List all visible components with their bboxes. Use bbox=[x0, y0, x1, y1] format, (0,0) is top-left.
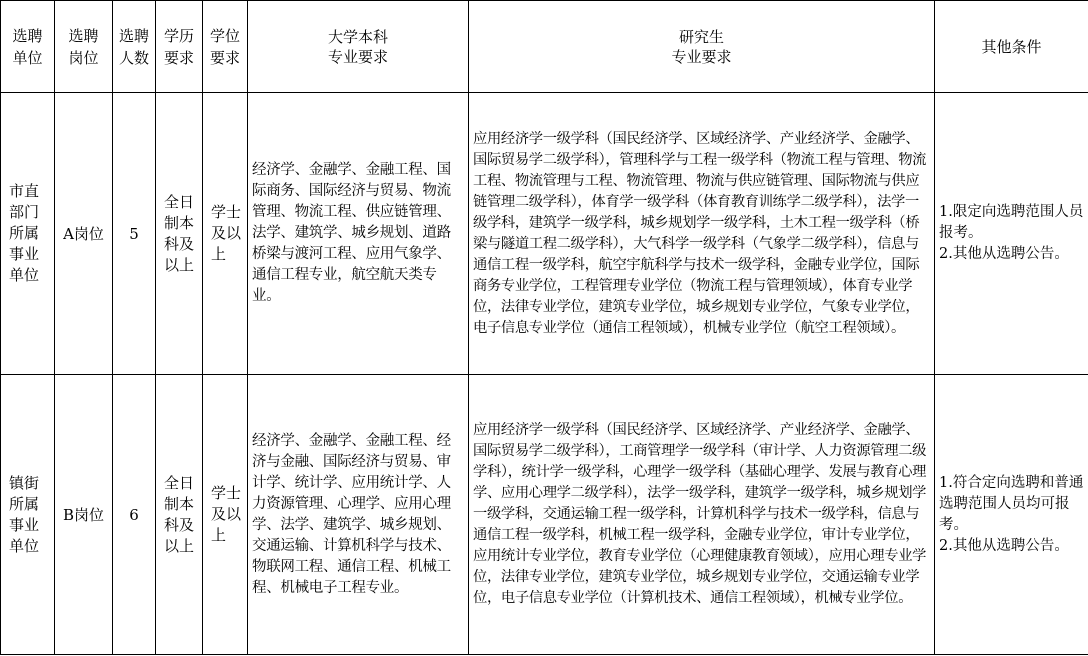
undergrad-major-cell: 经济学、金融学、金融工程、经济与金融、国际经济与贸易、审计学、统计学、应用统计学、人力资源管理、心理学、应用心理学、法学、建筑学、城乡规划、交通运输、计算机科学与技术、物联网工程、通信工程、机械工程、机械电子工程专业。 bbox=[248, 375, 469, 655]
header-grad-line2: 专业要求 bbox=[671, 47, 732, 66]
other-condition-1: 1.限定向选聘范围人员报考。 bbox=[939, 204, 1084, 241]
unit-cell: 镇街 所属 事业 单位 bbox=[1, 375, 55, 655]
position-cell: B岗位 bbox=[55, 375, 113, 655]
other-conditions-cell bbox=[935, 93, 1088, 375]
other-condition-2: 2.其他从选聘公告。 bbox=[939, 246, 1069, 262]
education-cell: 全日 制本 科及 以上 bbox=[156, 375, 203, 655]
table-row-b bbox=[1, 375, 1088, 655]
header-education: 学历 要求 bbox=[156, 1, 203, 93]
grad-major-cell: 应用经济学一级学科（国民经济学、区域经济学、产业经济学、金融学、国际贸易学二级学科），工商管理学一级学科（审计学、人力资源管理二级学科），统计学一级学科，心理学一级学科（基础心理学、发展与教育心理学、应用心理学二级学科），法学一级学科，建筑学一级学科，城乡规划学一级学科，交通运输工程一级学科，计算机科学与技术一级学科，信息与通信工程一级学科，机械工程一级学科，金融专业学位，审计专业学位，应用统计专业学位，教育专业学位（心理健康教育领域），应用心理专业学位，法律专业学位，建筑专业学位，城乡规划专业学位，交通运输专业学位，电子信息专业学位（计算机技术、通信工程领域），机械专业学位。 bbox=[469, 375, 935, 655]
header-count: 选聘 人数 bbox=[113, 1, 156, 93]
degree-cell: 学士 及以 上 bbox=[203, 93, 248, 375]
header-grad-major bbox=[469, 1, 935, 93]
header-position: 选聘 岗位 bbox=[55, 1, 113, 93]
table-row-a bbox=[1, 93, 1088, 375]
header-grad-line1: 研究生 bbox=[678, 27, 724, 46]
undergrad-major-cell: 经济学、金融学、金融工程、国际商务、国际经济与贸易、物流管理、物流工程、供应链管理、法学、建筑学、城乡规划、道路桥梁与渡河工程、应用气象学、通信工程专业，航空航天类专业。 bbox=[248, 93, 469, 375]
header-undergrad-line2: 专业要求 bbox=[327, 47, 388, 66]
header-degree: 学位 要求 bbox=[203, 1, 248, 93]
header-undergrad-line1: 大学本科 bbox=[327, 27, 388, 46]
grad-major-cell: 应用经济学一级学科（国民经济学、区域经济学、产业经济学、金融学、国际贸易学二级学科），管理科学与工程一级学科（物流工程与管理、物流工程、物流管理与工程、物流管理、物流与供应链管理、国际物流与供应链管理二级学科），体育学一级学科（体育教育训练学二级学科），法学一级学科，建筑学一级学科，城乡规划学一级学科，土木工程一级学科（桥梁与隧道工程二级学科），大气科学一级学科（气象学二级学科），信息与通信工程一级学科，航空宇航科学与技术一级学科，金融专业学位，国际商务专业学位，工程管理专业学位（物流工程与管理领域），体育专业学位，法律专业学位，建筑专业学位，城乡规划专业学位，气象专业学位，电子信息专业学位（通信工程领域），机械专业学位（航空工程领域）。 bbox=[469, 93, 935, 375]
header-row bbox=[1, 1, 1088, 93]
other-conditions-cell bbox=[935, 375, 1088, 655]
degree-cell: 学士 及以 上 bbox=[203, 375, 248, 655]
header-undergrad-major bbox=[248, 1, 469, 93]
other-condition-2: 2.其他从选聘公告。 bbox=[939, 537, 1069, 554]
unit-cell: 市直 部门 所属 事业 单位 bbox=[1, 93, 55, 375]
header-other: 其他条件 bbox=[935, 1, 1088, 93]
header-unit: 选聘 单位 bbox=[1, 1, 55, 93]
count-cell: 5 bbox=[113, 93, 156, 375]
other-condition-1: 1.符合定向选聘和普通选聘范围人员均可报考。 bbox=[939, 474, 1084, 533]
education-cell: 全日 制本 科及 以上 bbox=[156, 93, 203, 375]
count-cell: 6 bbox=[113, 375, 156, 655]
position-cell: A岗位 bbox=[55, 93, 113, 375]
